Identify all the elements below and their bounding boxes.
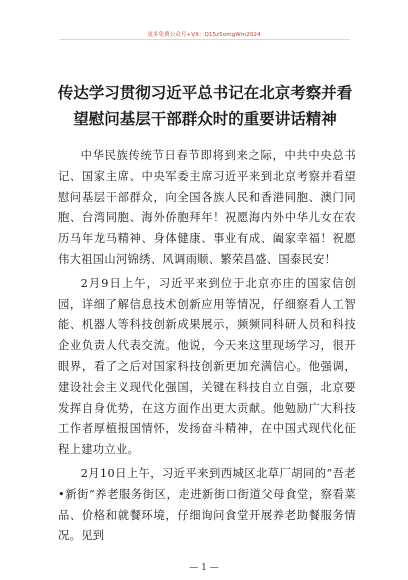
document-title: 传达学习贯彻习近平总书记在北京考察并看望慰问基层干部群众时的重要讲话精神: [57, 83, 353, 128]
document-body: [58, 146, 356, 550]
paragraph-feb-10: 2月10日上午，习近平来到西城区北草厂胡同的“吾老•新街”养老服务街区，走进新街口街道父母食堂，察看菜品、价格和就餐环境，仔细询问食堂开展养老助餐服务情况。见到: [58, 466, 356, 543]
paragraph-feb-9: 2月9日上午，习近平来到位于北京亦庄的国家信创园，详细了解信息技术创新应用等情况，仔细察看人工智能、机器人等科技创新成果展示，频频同科研人员和科技企业负责人代表交流。他说，今天来这里现场学习，很开眼界，看了之后对国家科技创新更加充满信心。他强调，建设社会主义现代化强国，关键在科技自立自强，北京要发挥自身优势，在这方面作出更大贡献。他勉励广大科技工作者厚植报国情怀，发扬奋斗精神，在中国式现代化征程上建功立业。: [58, 276, 356, 457]
header-promo-note: 更多免费公众号+VX：Q15z5omgWm2024: [147, 32, 261, 38]
page-number: — 1 —: [189, 563, 219, 573]
paragraph-greeting: 中华民族传统节日春节即将到来之际，中共中央总书记、国家主席、中央军委主席习近平来到北京考察并看望慰问基层干部群众，向全国各族人民和香港同胞、澳门同胞、台湾同胞、海外侨胞拜年！祝愿海内外中华儿女在农历马年龙马精神、身体健康、事业有成、阖家幸福！祝愿伟大祖国山河锦绣、风调雨顺、繁荣昌盛、国泰民安！: [58, 149, 356, 266]
header-divider: [60, 39, 350, 40]
